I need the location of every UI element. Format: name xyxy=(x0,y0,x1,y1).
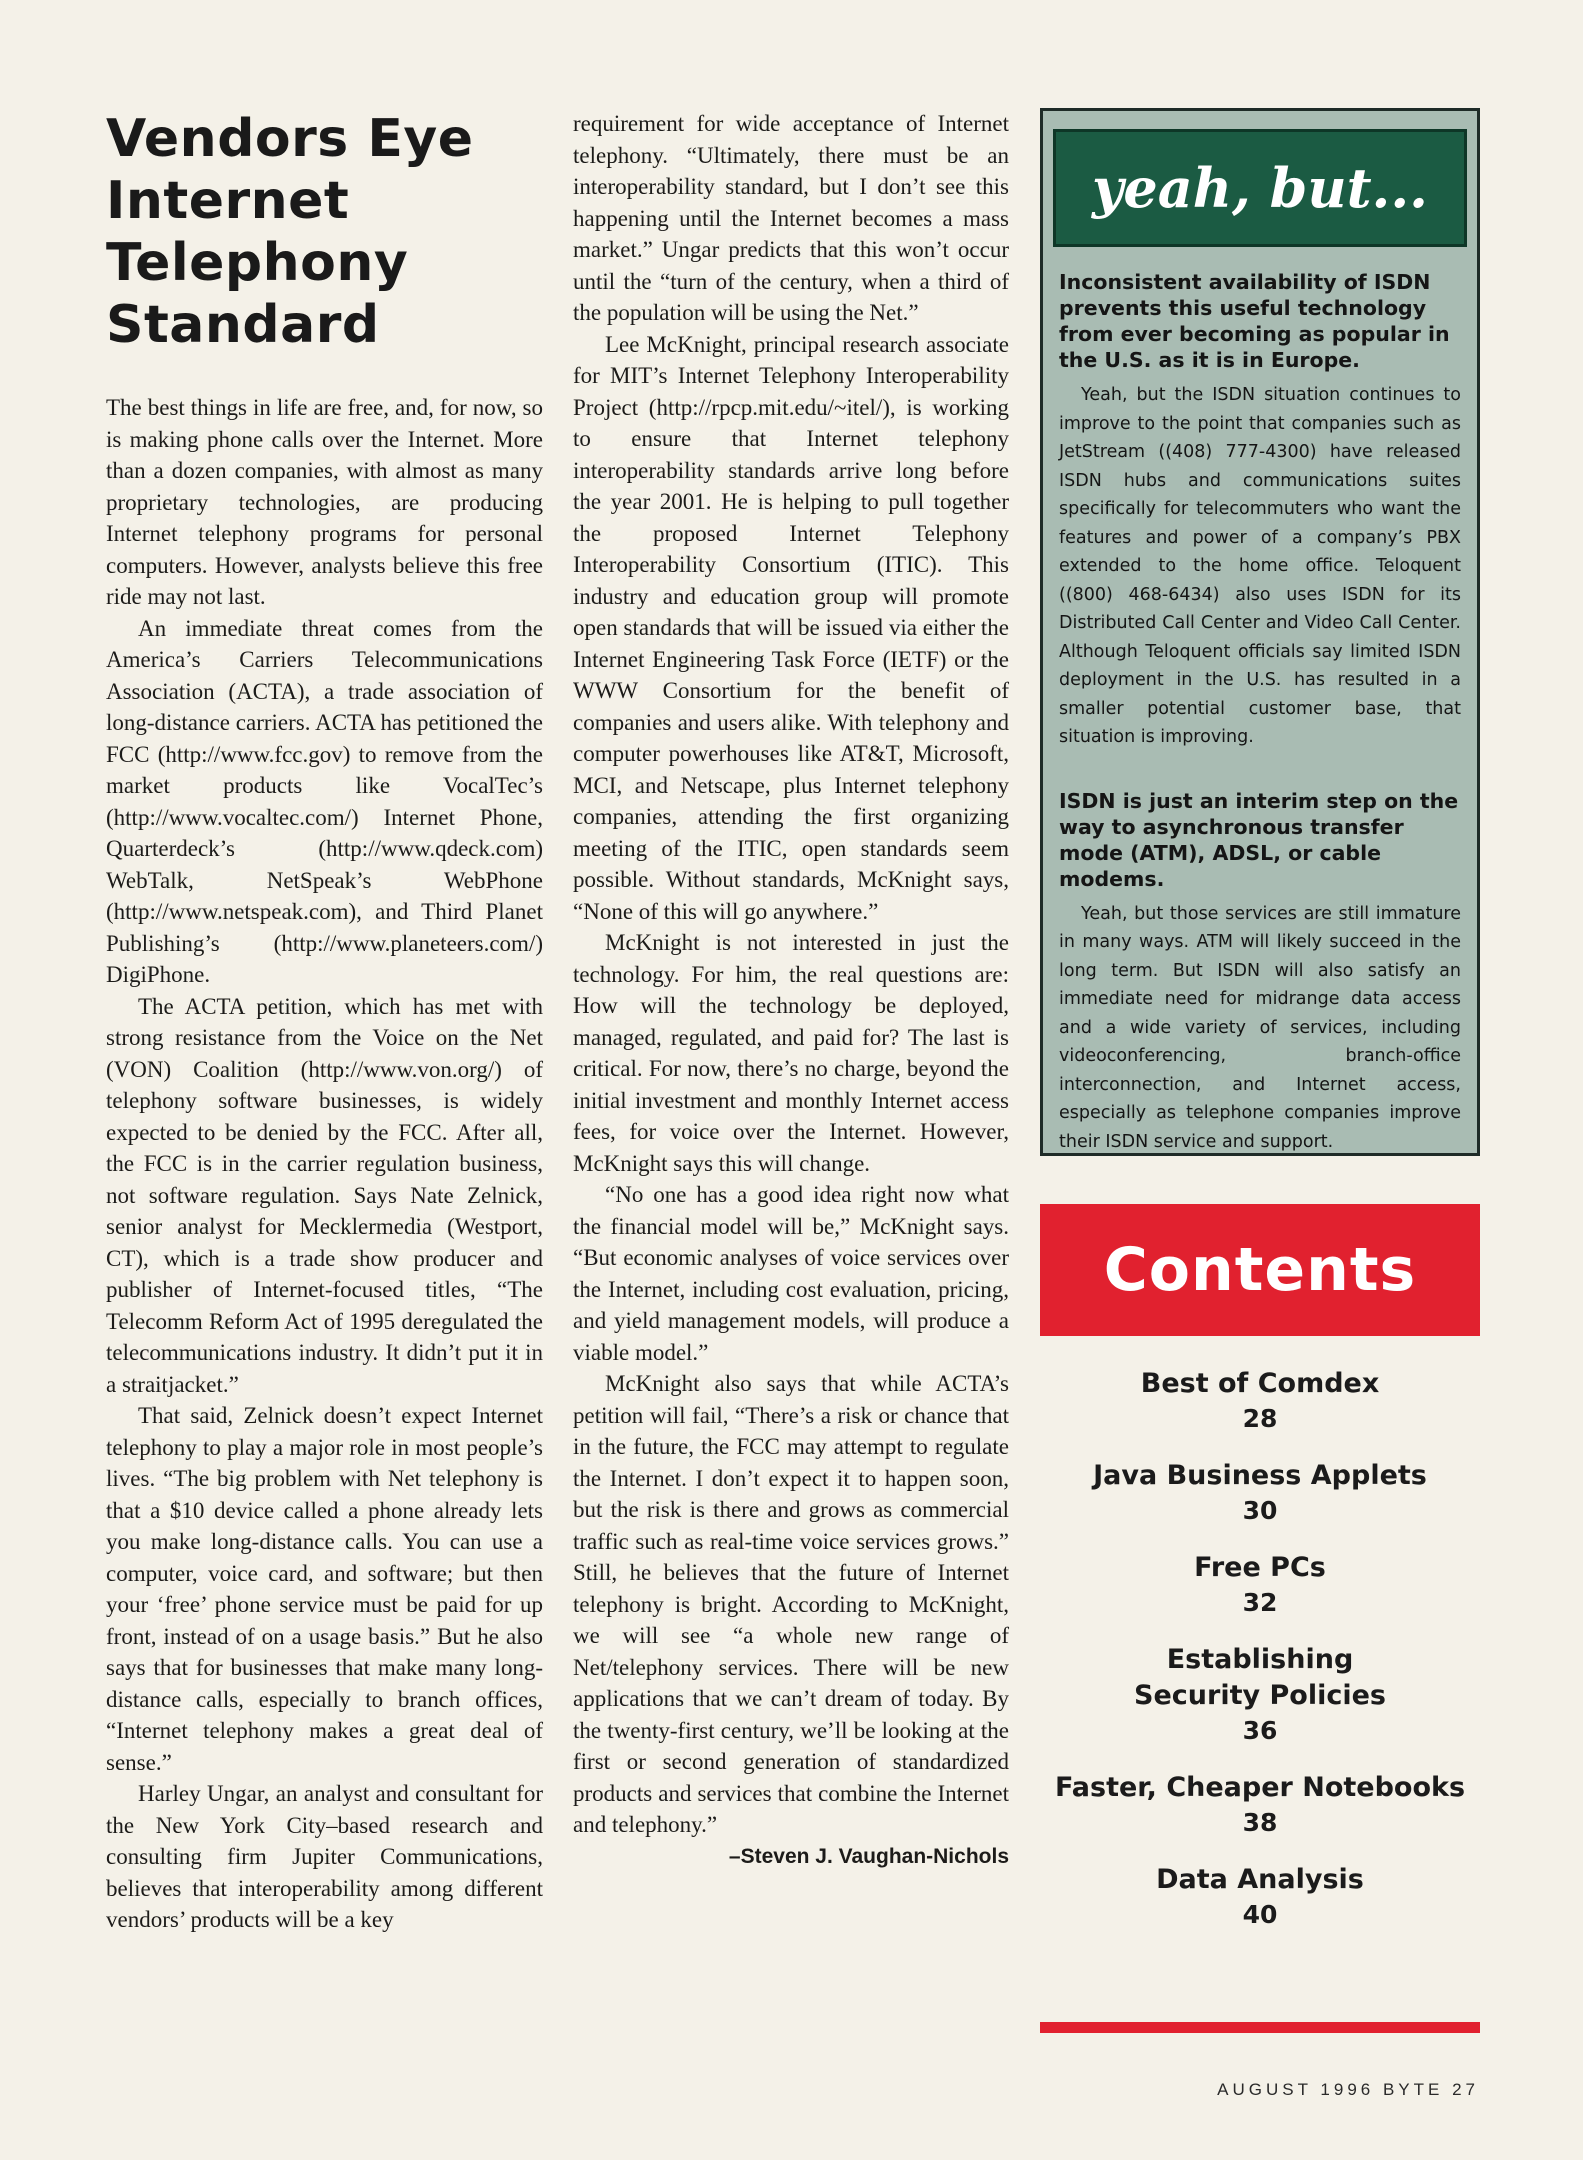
article-paragraph: “No one has a good idea right now what the financial model will be,” McKnight says. “But economic analyses of voice services over the Internet, including cost evaluation, pricing, and yield management models, will produce a viable model.” xyxy=(573,1182,1009,1365)
contents-entry-title: Data Analysis xyxy=(1156,1864,1364,1895)
contents-entry[interactable] xyxy=(1040,1366,1480,1436)
article-paragraph: The best things in life are free, and, for now, so is making phone calls over the Internet. More than a dozen companies, with almost as many proprietary technologies, are producing Internet telephony programs for personal computers. However, analysts believe this free ride may not last. xyxy=(106,395,543,609)
contents-entry[interactable] xyxy=(1040,1770,1480,1840)
article-paragraph: Harley Ungar, an analyst and consultant for the New York City–based research and consulting firm Jupiter Communications, believes that interoperability among different vendors’ products will be a key xyxy=(106,1781,543,1932)
contents-entry-title: Faster, Cheaper Notebooks xyxy=(1054,1772,1466,1803)
sidebar-claim: ISDN is just an interim step on the way to asynchronous transfer mode (ATM), ADSL, or cable modems. xyxy=(1059,788,1459,891)
contents-entry-title: Free PCs xyxy=(1194,1552,1326,1583)
contents-entry[interactable] xyxy=(1040,1642,1480,1748)
article-paragraph: Lee McKnight, principal research associate for MIT’s Internet Telephony Interoperability Project (http://rpcp.mit.edu/~itel/), is working to ensure that Internet telephony interoperability standards arrive long before the year 2001. He is helping to pull together the proposed Internet Telephony Interoperability Consortium (ITIC). This industry and education group will promote open standards that will be issued via either the Internet Engineering Task Force (IETF) or the WWW Consortium for the benefit of companies and users alike. With telephony and computer powerhouses like AT&T, Microsoft, MCI, and Netscape, plus Internet telephony companies, attending the first organizing meeting of the ITIC, open standards seem possible. Without standards, McKnight says, “None of this will go anywhere.” xyxy=(573,331,1009,924)
sidebar-body xyxy=(1043,247,1477,1156)
sidebar-response: Yeah, but the ISDN situation continues to improve to the point that companies such as JetStream ((408) 777-4300) have released ISDN hubs and communications suites specifically for telecommuters who want the features and power of a company’s PBX extended to the home office. Teloquent ((800) 468-6434) also uses ISDN for its Distributed Call Center and Video Call Center. Although Teloquent officials say limited ISDN deployment in the U.S. has resulted in a smaller potential customer base, that situation is improving. xyxy=(1059,385,1461,747)
article-column-1 xyxy=(106,108,543,1936)
contents-entry-page: 28 xyxy=(1242,1404,1278,1433)
sidebar-claim: Inconsistent availability of ISDN prevents this useful technology from ever becoming as popular in the U.S. as it is in Europe. xyxy=(1059,270,1450,372)
article-paragraph: The ACTA petition, which has met with strong resistance from the Voice on the Net (VON) Coalition (http://www.von.org/) of telephony software businesses, is widely expected to be denied by the FCC. After all, the FCC is in the carrier regulation business, not software regulation. Says Nate Zelnick, senior analyst for Mecklermedia (Westport, CT), which is a trade show producer and publisher of Internet-focused titles, “The Telecomm Reform Act of 1995 deregulated the telecommunications industry. It didn’t put it in a straitjacket.” xyxy=(106,993,543,1397)
contents-banner xyxy=(1040,1204,1480,1336)
contents-entry-page: 30 xyxy=(1242,1496,1278,1525)
sidebar-title: yeah, but... xyxy=(1092,156,1428,220)
article-paragraph: An immediate threat comes from the America’s Carriers Telecommunications Association (ACTA), a trade association of long-distance carriers. ACTA has petitioned the FCC (http://www.fcc.gov) to remove from the market products like VocalTec’s (http://www.vocaltec.com/) Internet Phone, Quarterdeck’s (http://www.qdeck.com) WebTalk, NetSpeak’s WebPhone (http://www.netspeak.com), and Third Planet Publishing’s (http://www.planeteers.com/) DigiPhone. xyxy=(106,615,543,987)
article-headline: Vendors Eye Internet Telephony Standard xyxy=(106,109,474,355)
article-column-2 xyxy=(573,108,1009,1872)
contents-title: Contents xyxy=(1103,1235,1417,1305)
article-byline: –Steven J. Vaughan-Nichols xyxy=(728,1844,1009,1868)
yeah-but-sidebar xyxy=(1040,108,1480,1156)
contents-entry[interactable] xyxy=(1040,1862,1480,1932)
article-paragraph: That said, Zelnick doesn’t expect Internet telephony to play a major role in most people’s lives. “The big problem with Net telephony is that a $10 device called a phone already lets you make long-distance calls. You can use a computer, voice card, and software; but then your ‘free’ phone service must be paid for up front, instead of on a usage basis.” But he also says that for businesses that make many long-distance calls, especially to branch offices, “Internet telephony makes a great deal of sense.” xyxy=(106,1403,543,1775)
contents-entry-page: 40 xyxy=(1242,1900,1278,1929)
contents-entry[interactable] xyxy=(1040,1458,1480,1528)
article-paragraph-continued: requirement for wide acceptance of Internet telephony. “Ultimately, there must be an interoperability standard, but I don’t see this happening until the Internet becomes a mass market.” Ungar predicts that this won’t occur until the “turn of the century, when a third of the population will be using the Net.” xyxy=(573,111,1009,325)
contents-entry-title: Java Business Applets xyxy=(1093,1460,1427,1491)
contents-bottom-rule xyxy=(1040,2022,1480,2033)
contents-entry-page: 36 xyxy=(1242,1716,1278,1745)
article-paragraph: McKnight also says that while ACTA’s petition will fail, “There’s a risk or chance that in the future, the FCC may attempt to regulate the Internet. I don’t expect it to happen soon, but the risk is there and grows as commercial traffic such as real-time voice services grows.” Still, he believes that the future of Internet telephony is bright. According to McKnight, we will see “a whole new range of Net/telephony services. There will be new applications that we can’t dream of today. By the twenty-first century, we’ll be looking at the first or second generation of standardized products and services that combine the Internet and telephony.” xyxy=(573,1371,1009,1837)
contents-entry-title: Best of Comdex xyxy=(1140,1368,1380,1399)
contents-entry-page: 32 xyxy=(1242,1588,1278,1617)
article-paragraph: McKnight is not interested in just the technology. For him, the real questions are: How will the technology be deployed, managed, regulated, and paid for? The last is critical. For now, there’s no charge, beyond the initial investment and monthly Internet access fees, for voice over the Internet. However, McKnight says this will change. xyxy=(573,930,1009,1176)
contents-entry[interactable] xyxy=(1040,1550,1480,1620)
page-folio: AUGUST 1996 BYTE 27 xyxy=(1217,2080,1479,2099)
sidebar-title-box xyxy=(1053,129,1467,247)
contents-list xyxy=(1040,1366,1480,1954)
contents-entry-title: Establishing Security Policies xyxy=(1134,1644,1386,1711)
contents-entry-page: 38 xyxy=(1242,1808,1278,1837)
sidebar-response: Yeah, but those services are still immature in many ways. ATM will likely succeed in the long term. But ISDN will also satisfy an immediate need for midrange data access and a wide variety of services, including videoconferencing, branch-office interconnection, and Internet access, especially as telephone companies improve their ISDN service and support. xyxy=(1059,903,1461,1152)
